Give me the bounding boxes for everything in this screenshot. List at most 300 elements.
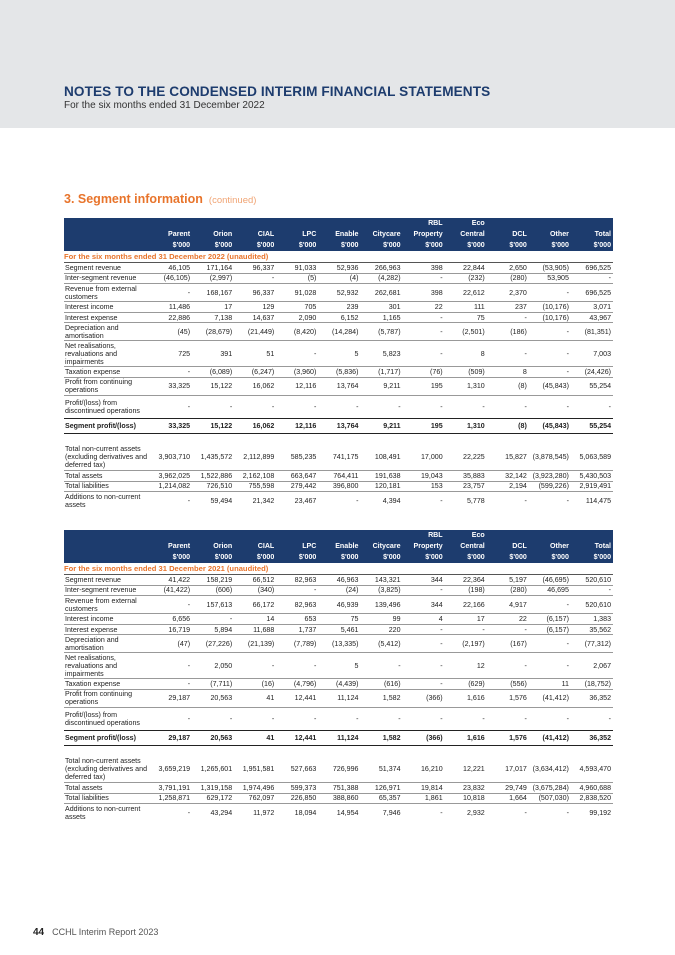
table-cell: 1,861 [403,793,445,804]
table-cell: 3,903,710 [150,445,192,471]
table-cell: - [356,714,359,723]
table-cell: 1,951,581 [234,757,276,783]
row-label: Profit/(loss) from discontinued operations [65,710,140,727]
table-cell: 91,033 [276,263,318,274]
table-cell: 22,166 [445,596,487,614]
table-cell: (18,752) [571,679,613,690]
table-cell: (4,282) [360,273,402,284]
table-cell: 696,525 [571,263,613,274]
table-cell: 5,778 [466,496,485,505]
table-cell: (366) [403,689,445,707]
table-cell: 35,562 [571,624,613,635]
total-cell: 11,124 [318,730,360,745]
row-label: Additions to non-current assets [65,492,141,509]
table-cell: (5,787) [360,323,402,341]
table-cell: 12 [445,653,487,679]
table-cell: - [440,714,443,723]
section-title: 3. Segment information [64,192,203,206]
table-cell: (186) [487,323,529,341]
table-cell: 653 [276,614,318,625]
table-cell: 91,028 [276,284,318,302]
table-cell: - [398,714,401,723]
table-cell: 1,576 [487,689,529,707]
column-header: CIAL [234,229,276,240]
total-cell: 1,582 [360,730,402,745]
column-header: Enable [318,541,360,552]
table-cell: 7,946 [382,808,401,817]
header-cell [64,229,150,240]
spacer-cell [64,745,613,757]
page-subtitle: For the six months ended 31 December 2022 [64,100,265,111]
table-cell: 520,610 [571,575,613,586]
row-label: Total liabilities [64,481,150,492]
row-label: Net realisations, revaluations and impairments [64,341,150,367]
table-cell: - [482,402,485,411]
table-cell: 82,963 [276,575,318,586]
table-cell: (167) [487,635,529,653]
table-cell: - [529,635,571,653]
header-row [64,552,613,563]
table-cell: - [234,273,276,284]
table-cell: 129 [234,302,276,313]
column-header [192,530,234,541]
table-cell: 171,164 [192,263,234,274]
table-cell: 14,637 [234,312,276,323]
table-cell: - [566,496,569,505]
table-cell: 65,357 [360,793,402,804]
total-cell: 9,211 [360,418,402,433]
table-cell: 2,932 [466,808,485,817]
header-cell [64,552,150,563]
table-cell: - [403,312,445,323]
table-cell: (53,905) [529,263,571,274]
table-cell: - [403,635,445,653]
table-row [64,679,613,690]
table-cell: 11,124 [318,689,360,707]
table-cell: (3,634,412) [529,757,571,783]
table-cell: (6,089) [192,367,234,378]
table-cell: 14,954 [336,808,359,817]
table-cell: 16,210 [403,757,445,783]
table-cell: 226,850 [276,793,318,804]
table-cell: 22,225 [445,445,487,471]
total-cell: (45,843) [529,418,571,433]
table-row [64,624,613,635]
total-cell: 1,310 [445,418,487,433]
table-cell: (616) [360,679,402,690]
table-cell: (3,923,280) [529,470,571,481]
table-row [64,585,613,596]
total-cell: 12,116 [276,418,318,433]
column-header: $'000 [571,552,613,563]
table-cell: (27,226) [192,635,234,653]
table-cell: (21,449) [234,323,276,341]
table-cell: 22,886 [150,312,192,323]
total-cell: (366) [403,730,445,745]
table-cell: - [150,284,192,302]
table-cell: 22,364 [445,575,487,586]
table-cell: - [487,312,529,323]
table-cell: (10,176) [529,302,571,313]
column-header: $'000 [360,240,402,251]
column-header: $'000 [360,552,402,563]
table-cell: 585,235 [276,445,318,471]
table-cell: 66,172 [234,596,276,614]
table-cell: 46,695 [529,585,571,596]
table-row [64,445,613,471]
total-cell: 55,254 [571,418,613,433]
table-cell: (2,501) [445,323,487,341]
table-cell: 764,411 [318,470,360,481]
segment-table-2022 [64,218,613,509]
header-cell [64,530,150,541]
column-header [318,218,360,229]
table-row [64,596,613,614]
table-cell: 2,090 [276,312,318,323]
table-cell: (77,312) [571,635,613,653]
table-cell: 16,062 [234,377,276,395]
table-row [64,312,613,323]
table-cell: (606) [192,585,234,596]
table-cell: 705 [276,302,318,313]
table-row [64,707,613,730]
table-cell: 8 [445,341,487,367]
table-cell: (10,176) [529,312,571,323]
column-header [150,218,192,229]
table-cell: 12,116 [276,377,318,395]
table-cell: - [360,653,402,679]
table-cell: 5,063,589 [571,445,613,471]
table-row [64,367,613,378]
table-cell: 22,612 [445,284,487,302]
table-cell: 51,374 [360,757,402,783]
table-cell: - [571,585,613,596]
column-header: Property [403,229,445,240]
row-label: Interest income [64,614,150,625]
table-cell: 5,823 [360,341,402,367]
table-cell: 19,043 [403,470,445,481]
table-cell: 725 [150,341,192,367]
row-label: Inter-segment revenue [64,273,150,284]
table-cell: 126,971 [360,782,402,793]
table-cell: 629,172 [192,793,234,804]
table-cell: - [314,402,317,411]
table-cell: 4,917 [487,596,529,614]
total-cell: (8) [487,418,529,433]
table-cell: - [187,808,191,817]
table-cell: 52,932 [318,284,360,302]
table-cell: 4,960,688 [571,782,613,793]
table-cell: (4,439) [318,679,360,690]
table-cell: - [403,679,445,690]
total-cell: 12,441 [276,730,318,745]
table-cell: (28,679) [192,323,234,341]
table-cell: (629) [445,679,487,690]
total-cell: 15,122 [192,418,234,433]
table-cell: 53,905 [529,273,571,284]
table-cell: 55,254 [571,377,613,395]
header-row [64,229,613,240]
table-cell: (41,422) [150,585,192,596]
table-cell: (6,247) [234,367,276,378]
table-cell: 18,094 [294,808,317,817]
table-cell: - [276,585,318,596]
column-header: $'000 [234,552,276,563]
table-cell: - [529,341,571,367]
table-cell: (81,351) [571,323,613,341]
table-cell: (41,412) [529,689,571,707]
table-cell: - [529,284,571,302]
table-cell: 1,258,871 [150,793,192,804]
table-cell: - [403,273,445,284]
table-cell: 15,827 [487,445,529,471]
table-cell: 1,522,886 [192,470,234,481]
column-header: Central [445,229,487,240]
table-cell: 726,996 [318,757,360,783]
column-header: LPC [276,541,318,552]
table-cell: - [403,653,445,679]
row-label: Taxation expense [64,367,150,378]
column-header: Other [529,541,571,552]
header-row [64,240,613,251]
column-header: $'000 [276,240,318,251]
column-header: Eco [445,530,487,541]
column-header: RBL [403,530,445,541]
table-cell: 12,221 [445,757,487,783]
spacer-row [64,433,613,445]
table-cell: 36,352 [571,689,613,707]
segment-table-2021 [64,530,613,821]
table-cell: 22 [487,614,529,625]
table-cell: 6,656 [150,614,192,625]
total-cell: 13,764 [318,418,360,433]
table-cell: 1,214,082 [150,481,192,492]
table-cell: - [271,714,275,723]
header-row [64,541,613,552]
page-title: NOTES TO THE CONDENSED INTERIM FINANCIAL STATEMENTS [64,84,491,99]
table-cell: 696,525 [571,284,613,302]
table-cell: 2,919,491 [571,481,613,492]
table-cell: - [529,323,571,341]
table-cell: - [440,402,443,411]
period-row [64,563,613,575]
table-cell: 1,974,496 [234,782,276,793]
table-cell: 5,197 [487,575,529,586]
table-cell: - [524,808,527,817]
table-cell: 19,814 [403,782,445,793]
table-cell: 23,757 [445,481,487,492]
row-label: Revenue from external customers [64,596,150,614]
column-header: DCL [487,541,529,552]
column-header: $'000 [403,552,445,563]
table-cell: 2,067 [571,653,613,679]
table-cell: (232) [445,273,487,284]
row-label: Total liabilities [64,793,150,804]
table-cell: 3,659,219 [150,757,192,783]
table-cell: (8) [487,377,529,395]
table-row [64,653,613,679]
table-cell: 46,963 [318,575,360,586]
table-row [64,757,613,783]
table-cell: (3,960) [276,367,318,378]
table-cell: - [229,714,233,723]
table-cell: 17 [192,302,234,313]
table-cell: 520,610 [571,596,613,614]
column-header: $'000 [529,240,571,251]
table-cell: 143,321 [360,575,402,586]
column-header [276,530,318,541]
table-cell: (7,789) [276,635,318,653]
column-header: $'000 [571,240,613,251]
column-header: CIAL [234,541,276,552]
table-cell: 2,162,108 [234,470,276,481]
table-cell: - [150,367,192,378]
table-cell: 5 [318,341,360,367]
table-cell: - [524,402,527,411]
table-cell: - [487,624,529,635]
table-cell: (13,335) [318,635,360,653]
header-row [64,530,613,541]
total-cell: 1,616 [445,730,487,745]
header-cell [64,240,150,251]
table-cell: (4,796) [276,679,318,690]
table-cell: - [234,653,276,679]
table-cell: 1,383 [571,614,613,625]
table-cell: (556) [487,679,529,690]
table-cell: 7,003 [571,341,613,367]
column-header [318,530,360,541]
table-cell: 1,435,572 [192,445,234,471]
row-label: Additions to non-current assets [65,804,141,821]
table-cell: 220 [360,624,402,635]
table-cell: - [608,714,612,723]
table-cell: (21,139) [234,635,276,653]
row-label: Segment revenue [64,263,150,274]
table-cell: 239 [318,302,360,313]
table-cell: 46,105 [150,263,192,274]
table-cell: 396,800 [318,481,360,492]
table-cell: 3,071 [571,302,613,313]
table-cell: 9,211 [360,377,402,395]
table-row [64,481,613,492]
table-row [64,341,613,367]
table-cell: 23,832 [445,782,487,793]
table-cell: 75 [318,614,360,625]
table-cell: 41 [234,689,276,707]
period-row [64,251,613,263]
table-cell: 6,152 [318,312,360,323]
table-cell: 15,122 [192,377,234,395]
table-cell: 46,939 [318,596,360,614]
table-cell: 755,598 [234,481,276,492]
total-cell: 1,576 [487,730,529,745]
column-header: $'000 [445,552,487,563]
table-cell: - [229,402,233,411]
table-cell: (8,420) [276,323,318,341]
table-row [64,689,613,707]
row-label: Profit from continuing operations [64,377,150,395]
table-cell: - [608,402,612,411]
table-cell: (76) [403,367,445,378]
header-cell [64,541,150,552]
table-cell: 21,342 [252,496,275,505]
table-cell: (280) [487,585,529,596]
total-cell: 16,062 [234,418,276,433]
column-header: Total [571,229,613,240]
table-cell: 96,337 [234,284,276,302]
table-cell: 22 [403,302,445,313]
table-cell: 344 [403,596,445,614]
table-cell: 43,967 [571,312,613,323]
header-cell [64,218,150,229]
table-row [64,635,613,653]
table-cell: (16) [234,679,276,690]
table-cell: 195 [403,377,445,395]
table-cell: (45) [150,323,192,341]
table-cell: 599,373 [276,782,318,793]
table-cell: - [271,402,275,411]
spacer-cell [64,433,613,445]
table-cell: 2,650 [487,263,529,274]
row-label: Total non-current assets (excluding derivatives and deferred tax) [64,757,150,783]
table-cell: 663,647 [276,470,318,481]
column-header: Citycare [360,541,402,552]
table-cell: 279,442 [276,481,318,492]
table-cell: 762,097 [234,793,276,804]
table-cell: 120,181 [360,481,402,492]
section-heading [64,192,256,206]
column-header [571,218,613,229]
table-cell: 2,050 [192,653,234,679]
total-cell: 36,352 [571,730,613,745]
period-label: For the six months ended 31 December 2021 (unaudited) [64,563,613,575]
column-header: $'000 [150,552,192,563]
column-header: Orion [192,229,234,240]
table-cell: 12,441 [276,689,318,707]
table-cell: 741,175 [318,445,360,471]
table-cell: 157,613 [192,596,234,614]
table-cell: - [487,341,529,367]
table-cell: - [403,341,445,367]
table-cell: 32,142 [487,470,529,481]
column-header: Eco [445,218,487,229]
table-row [64,492,613,510]
column-header: Enable [318,229,360,240]
column-header: $'000 [445,240,487,251]
total-row [64,730,613,745]
column-header [360,530,402,541]
row-label: Net realisations, revaluations and impairments [64,653,150,679]
table-cell: 153 [403,481,445,492]
table-cell: 3,962,025 [150,470,192,481]
table-cell: - [356,402,359,411]
row-label: Inter-segment revenue [64,585,150,596]
table-cell: (599,226) [529,481,571,492]
table-cell: 139,496 [360,596,402,614]
section-continued: (continued) [208,195,257,206]
row-label: Depreciation and amortisation [64,635,150,653]
table-cell: 43,294 [210,808,233,817]
table-cell: (45,843) [529,377,571,395]
table-cell: - [276,341,318,367]
table-cell: 20,563 [192,689,234,707]
column-header: Property [403,541,445,552]
row-label: Total assets [64,782,150,793]
table-cell: (3,675,284) [529,782,571,793]
table-row [64,804,613,822]
table-cell: 13,764 [318,377,360,395]
table-cell: 4,394 [382,496,401,505]
